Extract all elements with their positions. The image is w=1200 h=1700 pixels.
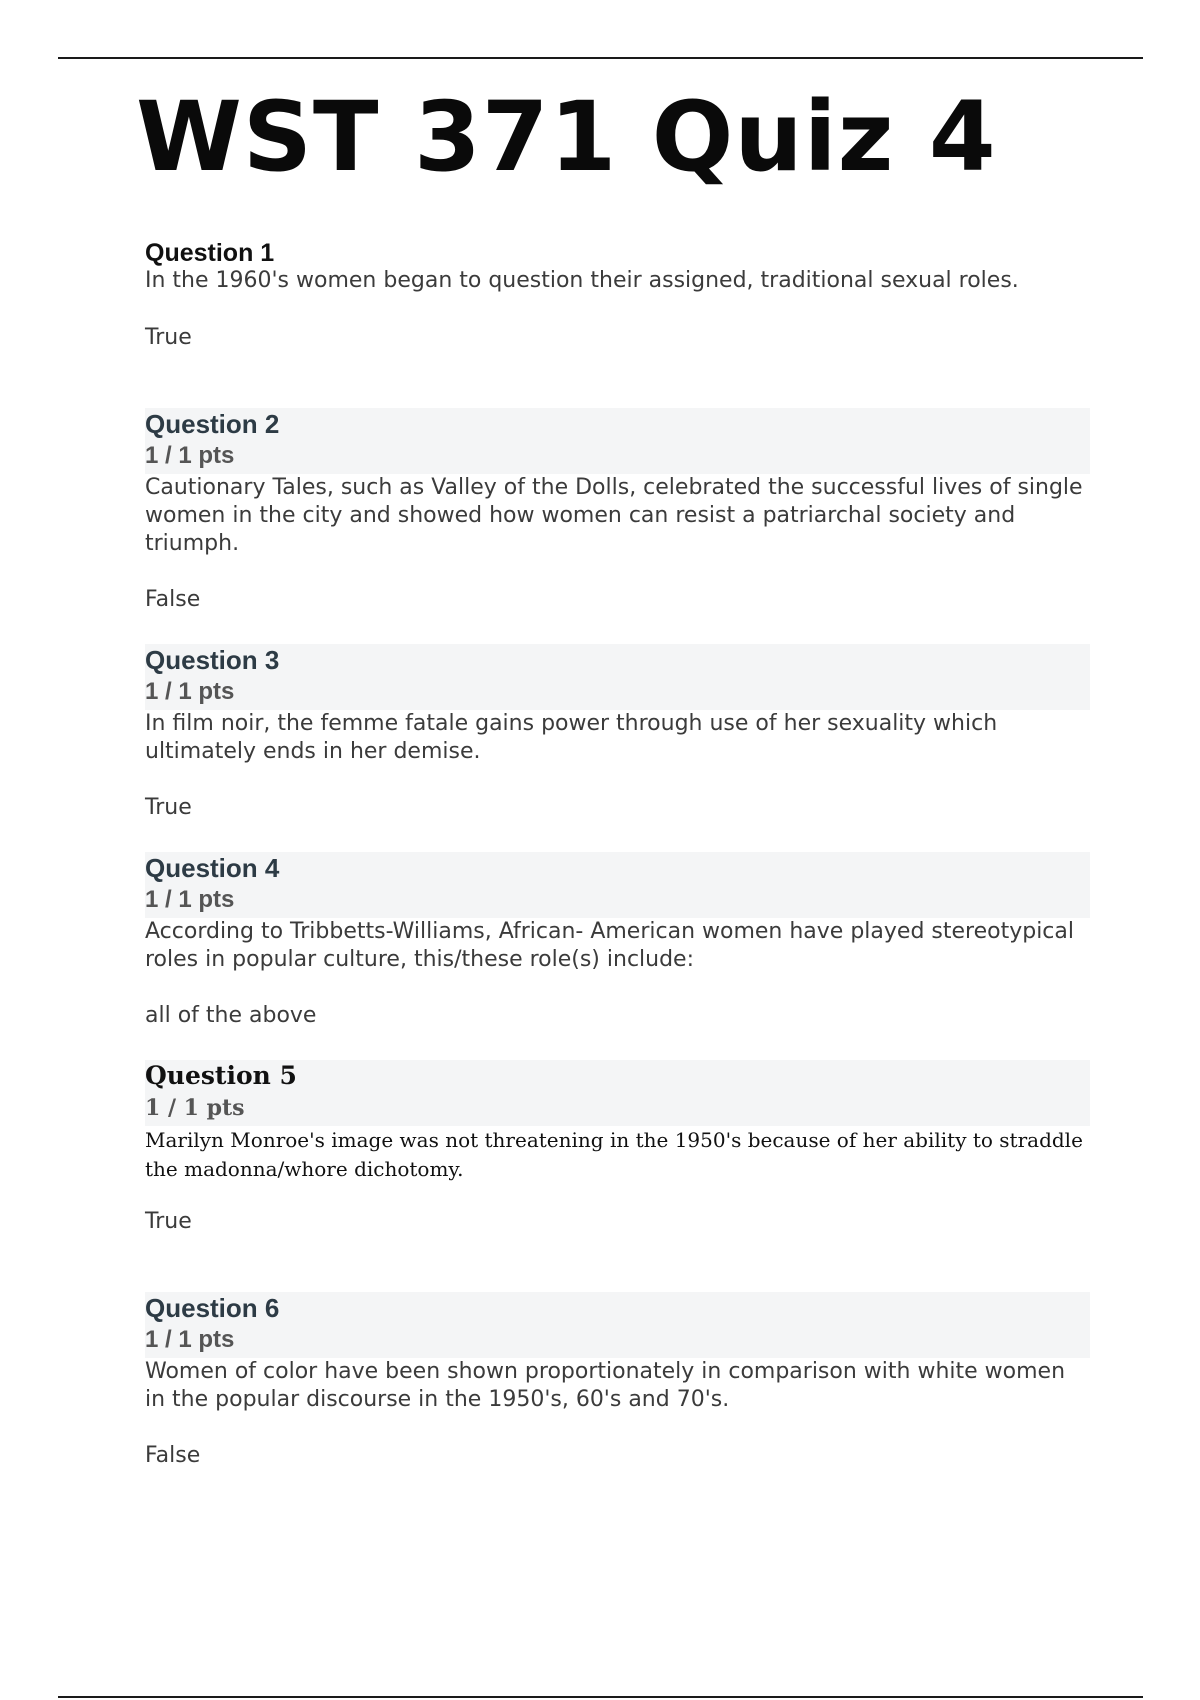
question-2 <box>145 408 1090 614</box>
question-header <box>145 408 1090 474</box>
question-header <box>145 852 1090 918</box>
question-answer: True <box>145 325 192 350</box>
question-points: 1 / 1 pts <box>145 1326 235 1353</box>
question-points: 1 / 1 pts <box>145 886 235 913</box>
question-answer: False <box>145 1443 201 1468</box>
question-text: Cautionary Tales, such as Valley of the Dolls, celebrated the successful lives of single women in the city and showed how women can resist a patriarchal society and triumph. <box>145 475 1083 556</box>
question-points: 1 / 1 pts <box>145 678 235 705</box>
question-title: Question 1 <box>145 239 275 267</box>
question-title: Question 2 <box>145 409 280 439</box>
question-title: Question 3 <box>145 645 280 675</box>
question-title: Question 6 <box>145 1293 280 1323</box>
question-text: In the 1960's women began to question their assigned, traditional sexual roles. <box>145 268 1019 293</box>
question-3 <box>145 644 1090 822</box>
question-title: Question 4 <box>145 853 280 883</box>
question-header <box>145 1060 1090 1126</box>
top-rule <box>58 57 1143 59</box>
question-text: Marilyn Monroe's image was not threatening in the 1950's because of her ability to straddle the madonna/whore dichotomy. <box>145 1128 1083 1181</box>
question-header <box>145 1292 1090 1358</box>
bottom-rule <box>58 1696 1143 1698</box>
question-6 <box>145 1292 1090 1470</box>
question-text: In film noir, the femme fatale gains power through use of her sexuality which ultimately ends in her demise. <box>145 711 998 764</box>
question-text: According to Tribbetts-Williams, African- American women have played stereotypical roles in popular culture, this/these role(s) include: <box>145 919 1074 972</box>
question-1 <box>145 238 1090 352</box>
question-answer: True <box>145 795 192 820</box>
question-header <box>145 644 1090 710</box>
question-points: 1 / 1 pts <box>145 442 235 469</box>
question-header <box>145 238 1090 268</box>
question-answer: False <box>145 587 201 612</box>
question-title: Question 5 <box>145 1061 297 1090</box>
question-answer: True <box>145 1209 192 1234</box>
page-title: WST 371 Quiz 4 <box>136 81 997 193</box>
question-answer: all of the above <box>145 1003 317 1028</box>
question-points: 1 / 1 pts <box>145 1095 245 1121</box>
question-5 <box>145 1060 1090 1236</box>
question-text: Women of color have been shown proportionately in comparison with white women in the popular discourse in the 1950's, 60's and 70's. <box>145 1359 1066 1412</box>
question-4 <box>145 852 1090 1030</box>
